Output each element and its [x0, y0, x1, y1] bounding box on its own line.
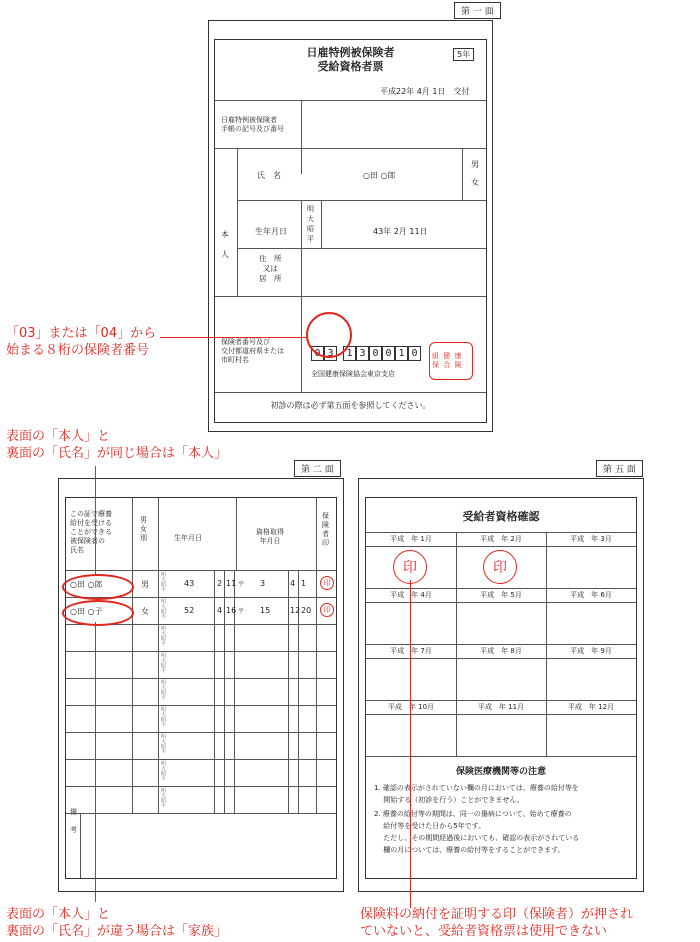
annotation-family-diff: 表面の「本人」と 裏面の「氏名」が違う場合は「家族」 [6, 907, 228, 939]
row-sex: 男 [141, 580, 149, 589]
month-label: 平成 年 2月 [480, 535, 522, 543]
grid-line [366, 546, 636, 547]
era-cell: 明大昭平 [161, 734, 167, 755]
grid-line [546, 700, 547, 756]
month-label: 平成 年 1月 [390, 535, 432, 543]
page5-sheet [358, 478, 644, 892]
row-divider [66, 759, 336, 760]
leader-line-insurer [160, 337, 308, 338]
insurer-digit: 3 [324, 346, 337, 361]
row-qual-era: 平 [238, 581, 245, 588]
grid-line [366, 658, 636, 659]
row-birth-day: 11 [226, 579, 237, 588]
insurer-label: 保険者番号及び 交付都道府県または 市町村名 [221, 338, 284, 364]
grid-line [366, 756, 636, 757]
row-qual-year: 3 [260, 579, 266, 588]
header-birth-col: 生年月日 [174, 534, 202, 542]
highlight-circle-03 [306, 312, 352, 358]
era-cell: 明大昭平 [161, 572, 167, 593]
insurer-name: 全国健康保険協会東京支店 [311, 370, 395, 378]
page1-sheet [208, 20, 493, 432]
col-divider [316, 570, 317, 813]
notice-title: 保険医療機関等の注意 [455, 767, 546, 777]
page1-title: 日雇特例被保険者 受給資格者票 [306, 46, 395, 73]
col-divider [288, 570, 289, 813]
col-divider [132, 498, 133, 570]
insurer-seal: 印 [320, 576, 334, 590]
row-divider [66, 705, 336, 706]
insurer-digit: 0 [408, 346, 421, 361]
row-qual-era: 平 [238, 608, 245, 615]
page1-label: 第 一 面 [454, 2, 501, 19]
month-label: 平成 年 12月 [567, 703, 615, 711]
page2-frame [65, 497, 337, 879]
grid-line [456, 532, 457, 588]
row-divider [66, 732, 336, 733]
month-label: 平成 年 10月 [387, 703, 435, 711]
row-name: ○田 ○郎 [70, 580, 103, 589]
leader-line-self [95, 466, 96, 574]
row-divider [66, 651, 336, 652]
insurer-digit: 3 [356, 346, 369, 361]
payment-seal: 印 [393, 550, 427, 584]
header-sex-col: 男 女 別 [140, 516, 147, 542]
row-birth-year: 52 [184, 606, 195, 615]
month-label: 平成 年 7月 [390, 647, 432, 655]
address-label: 住 所 又は 居 所 [259, 254, 282, 283]
grid-line [366, 602, 636, 603]
insurer-digit: 0 [382, 346, 395, 361]
grid-line [366, 644, 636, 645]
highlight-oval-self [62, 574, 134, 600]
row-divider [66, 786, 336, 787]
grid-line [366, 714, 636, 715]
era-cell: 明大昭平 [161, 599, 167, 620]
grid-line [366, 588, 636, 589]
honnin-label: 本 人 [221, 230, 229, 259]
grid-line [456, 700, 457, 756]
row-qual-day: 20 [301, 606, 312, 615]
notice-1: 1. 確認の表示がされていない欄の月においては、療養の給付等を 開始する（初診を行う）ことができません。 [374, 784, 579, 804]
col-divider [316, 498, 317, 570]
insurer-digit: 0 [311, 346, 324, 361]
month-label: 平成 年 3月 [570, 535, 612, 543]
remarks-divider [80, 813, 81, 878]
insurer-digit: 1 [395, 346, 408, 361]
row-divider [66, 813, 336, 814]
notice-2: 2. 療養の給付等の期間は、同一の傷病について、始めて療養の 給付等を受けた日から5年です。 ただし、その期間経過後においても、確認の表示がされている 欄の月については、療養の給付等をすることができます。 [374, 810, 580, 854]
header-qual-col: 資格取得 年月日 [256, 528, 284, 545]
era-cell: 明大昭平 [161, 707, 167, 728]
row-divider [66, 678, 336, 679]
annotation-insurer-number: 「03」または「04」から 始まる８桁の保険者番号 [6, 326, 157, 358]
row-qual-month: 12 [290, 606, 301, 615]
col-divider [224, 570, 225, 813]
row-qual-month: 4 [290, 579, 296, 588]
insurer-digit: 1 [343, 346, 356, 361]
remarks-label: 備 考 [70, 808, 77, 834]
row-birth-day: 16 [226, 606, 237, 615]
col-divider [158, 570, 159, 813]
month-label: 平成 年 9月 [570, 647, 612, 655]
leader-line-family [95, 622, 96, 902]
era-cell: 明大昭平 [161, 653, 167, 674]
col-divider [158, 498, 159, 570]
row-qual-day: 1 [301, 579, 307, 588]
era-select: 明 大 昭 平 [307, 205, 314, 243]
row-name: ○田 ○子 [70, 607, 103, 616]
name-label: 氏 名 [257, 171, 281, 180]
annotation-self-same: 表面の「本人」と 裏面の「氏名」が同じ場合は「本人」 [6, 429, 228, 461]
col-divider [214, 570, 215, 813]
grid-line [366, 700, 636, 701]
row-sex: 女 [141, 607, 149, 616]
annotation-stamp-note: 保険料の納付を証明する印（保険者）が押され ていないと、受給者資格票は使用できない [360, 907, 634, 939]
handbook-label: 日雇特例被保険者 手帳の記号及び番号 [221, 116, 284, 133]
grid-line [456, 644, 457, 700]
month-label: 平成 年 6月 [570, 591, 612, 599]
month-label: 平成 年 4月 [390, 591, 432, 599]
page5-frame [365, 497, 637, 879]
grid-line [546, 532, 547, 588]
grid-line [366, 532, 636, 533]
issue-date: 平成22年 4月 1日 交付 [380, 87, 470, 96]
grid-line [546, 588, 547, 644]
grid-line [546, 644, 547, 700]
row-qual-year: 15 [260, 606, 271, 615]
name-value: ○田 ○郎 [363, 171, 396, 180]
month-label: 平成 年 11月 [477, 703, 525, 711]
header-name-col: この証で療養 給付を受ける ことができる 被保険者の 氏名 [70, 510, 112, 554]
header-insurer-col: 保 険 者 印 [322, 512, 329, 547]
header-divider [66, 570, 336, 571]
year-badge: 5年 [453, 48, 474, 61]
month-label: 平成 年 5月 [480, 591, 522, 599]
page1-frame [214, 39, 487, 423]
birth-label: 生年月日 [255, 227, 287, 236]
page2-label: 第 二 面 [294, 460, 341, 477]
era-cell: 明大昭平 [161, 788, 167, 809]
page2-sheet [58, 478, 344, 892]
insurer-stamp: 組 健 康 保 合 険 [429, 342, 473, 380]
leader-line-stamp [410, 580, 411, 908]
page5-label: 第 五 面 [596, 460, 643, 477]
birth-value: 43年 2月 11日 [373, 227, 428, 236]
col-divider [132, 570, 133, 813]
gender: 男 女 [471, 160, 479, 187]
page5-title: 受給者資格確認 [462, 510, 540, 523]
payment-seal: 印 [483, 550, 517, 584]
row-birth-month: 2 [217, 579, 223, 588]
insurer-seal: 印 [320, 603, 334, 617]
era-cell: 明大昭平 [161, 761, 167, 782]
grid-line [456, 588, 457, 644]
row-birth-year: 43 [184, 579, 195, 588]
month-label: 平成 年 8月 [480, 647, 522, 655]
col-divider [236, 498, 237, 570]
era-cell: 明大昭平 [161, 626, 167, 647]
row-birth-month: 4 [217, 606, 223, 615]
highlight-oval-family [62, 600, 134, 626]
insurer-digit: 0 [369, 346, 382, 361]
footer-note: 初診の際は必ず第五面を参照してください。 [270, 401, 431, 410]
era-cell: 明大昭平 [161, 680, 167, 701]
